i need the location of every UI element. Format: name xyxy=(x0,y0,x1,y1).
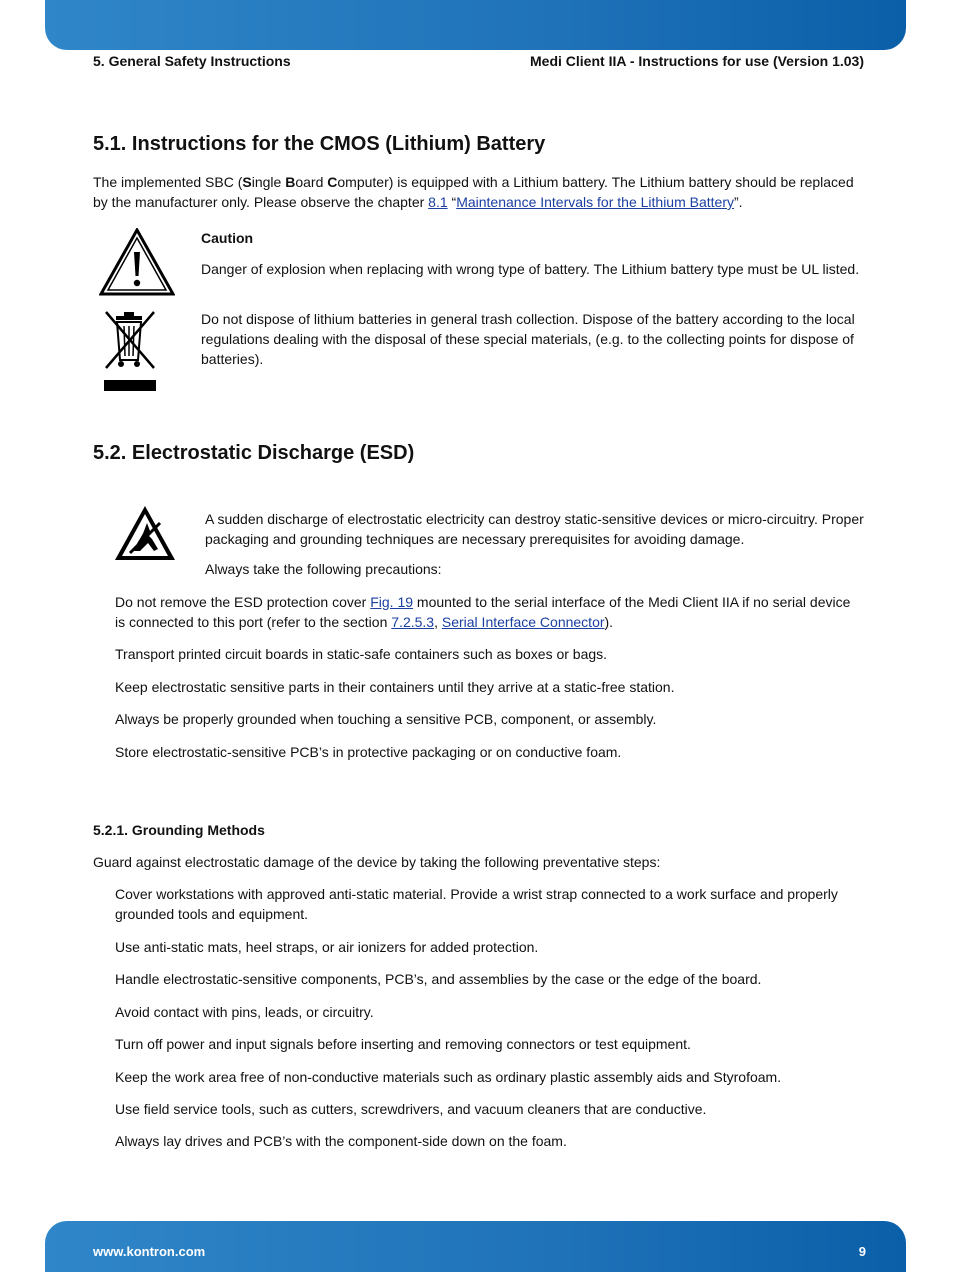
page-number: 9 xyxy=(858,1244,866,1259)
serial-interface-connector-link[interactable]: Serial Interface Connector xyxy=(441,614,605,630)
section-5-2-1-title: 5.2.1. Grounding Methods xyxy=(93,822,265,838)
header-bar xyxy=(45,0,906,50)
header-section: 5. General Safety Instructions xyxy=(93,53,291,69)
crossed-bin-icon xyxy=(102,308,158,392)
list-item: Store electrostatic-sensitive PCB’s in protective packaging or on conductive foam. xyxy=(115,744,622,760)
list-item: Always be properly grounded when touching a sensitive PCB, component, or assembly. xyxy=(115,711,657,727)
section-7-2-5-3-link[interactable]: 7.2.5.3 xyxy=(391,614,435,630)
list-item: Transport printed circuit boards in static-safe containers such as boxes or bags. xyxy=(115,646,608,662)
warning-triangle-icon xyxy=(99,228,175,296)
list-item: Turn off power and input signals before inserting and removing connectors or test equipment. xyxy=(115,1036,691,1052)
footer-bar xyxy=(45,1221,906,1272)
maintenance-link[interactable]: Maintenance Intervals for the Lithium Battery xyxy=(456,194,734,210)
list-item: Use field service tools, such as cutters, screwdrivers, and vacuum cleaners that are conductive. xyxy=(115,1101,707,1117)
esd-precautions-label: Always take the following precautions: xyxy=(205,561,442,577)
section-5-1-intro: The implemented SBC (Single Board Computer) is equipped with a Lithium battery. The Lithium battery should be replaced by the manufacturer only. Please observe the chapter 8.1 “Maintenance Intervals for the Lithium Battery”. xyxy=(93,174,854,210)
list-item: Always lay drives and PCB’s with the component-side down on the foam. xyxy=(115,1133,567,1149)
chapter-link[interactable]: 8.1 xyxy=(428,194,448,210)
list-item: Avoid contact with pins, leads, or circuitry. xyxy=(115,1004,374,1020)
caution-title: Caution xyxy=(201,230,254,246)
section-5-1-title: 5.1. Instructions for the CMOS (Lithium) Battery xyxy=(93,133,546,155)
list-item: Keep electrostatic sensitive parts in their containers until they arrive at a static-free station. xyxy=(115,679,675,695)
grounding-intro: Guard against electrostatic damage of the device by taking the following preventative steps: xyxy=(93,854,661,870)
list-item: Cover workstations with approved anti-static material. Provide a wrist strap connected to a work surface and properly grounded tools and equipment. xyxy=(115,886,838,922)
list-item: Handle electrostatic-sensitive components, PCB’s, and assemblies by the case or the edge of the board. xyxy=(115,971,762,987)
fig-19-link[interactable]: Fig. 19 xyxy=(370,594,414,610)
list-item: Keep the work area free of non-conductive materials such as ordinary plastic assembly aids and Styrofoam. xyxy=(115,1069,782,1085)
esd-warning-icon xyxy=(114,505,176,561)
header-doc-title: Medi Client IIA - Instructions for use (Version 1.03) xyxy=(530,53,864,69)
list-item: Use anti-static mats, heel straps, or air ionizers for added protection. xyxy=(115,939,539,955)
list-item: Do not remove the ESD protection cover Fig. 19 mounted to the serial interface of the Medi Client IIA if no serial device is connected to this port (refer to the section 7.2.5.3, Serial Interface Connector). xyxy=(115,594,851,630)
footer-url[interactable]: www.kontron.com xyxy=(93,1244,206,1259)
section-5-2-title: 5.2. Electrostatic Discharge (ESD) xyxy=(93,442,415,464)
caution-explosion-text: Danger of explosion when replacing with wrong type of battery. The Lithium battery type must be UL listed. xyxy=(201,261,860,277)
caution-disposal-text: Do not dispose of lithium batteries in general trash collection. Dispose of the battery according to the local regulations dealing with the disposal of these special materials, (e.g. to the collecting points for dispose of batteries). xyxy=(201,311,855,367)
esd-intro-text: A sudden discharge of electrostatic electricity can destroy static-sensitive devices or micro-circuitry. Proper packaging and grounding techniques are necessary prerequisites for avoiding damage. xyxy=(205,511,864,547)
